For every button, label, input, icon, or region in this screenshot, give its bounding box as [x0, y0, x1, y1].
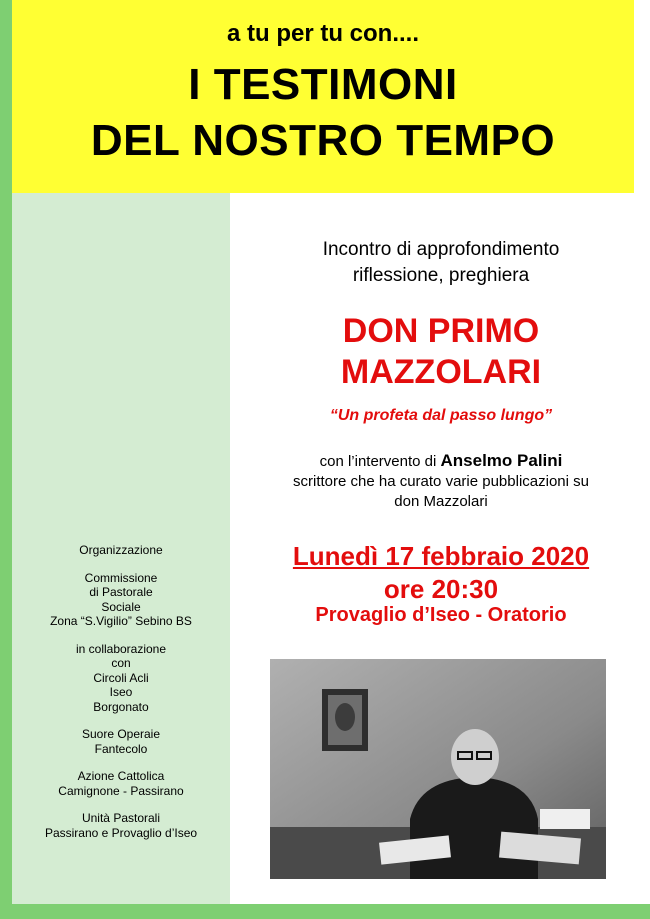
pretitle: a tu per tu con.... [226, 20, 419, 47]
org-line: di Pastorale [89, 585, 153, 599]
org-line: Zona “S.Vigilio” Sebino BS [50, 614, 192, 628]
event-title [232, 311, 650, 393]
organizers-list [12, 543, 230, 853]
org-line: in collaborazione [75, 641, 167, 656]
speaker-info [232, 451, 650, 512]
collab-block [12, 642, 230, 715]
speaker-desc: don Mazzolari [394, 493, 488, 510]
title-line-1: I TESTIMONI [188, 60, 458, 109]
left-border [0, 0, 12, 919]
org-line: Azione Cattolica [77, 769, 165, 783]
speaker-prefix: con l’intervento di [319, 453, 441, 470]
parish-block [12, 811, 230, 840]
org-line: Camignone - Passirano [58, 783, 184, 798]
event-intro [232, 237, 650, 289]
header-banner [12, 0, 634, 193]
org-line: Commissione [84, 570, 158, 585]
event-subtitle: “Un profeta dal passo lungo” [329, 407, 553, 424]
title-line: DON PRIMO [342, 312, 540, 350]
bottom-border [0, 904, 650, 919]
event-time: ore 20:30 [383, 574, 499, 604]
org-line: Fantecolo [94, 741, 148, 756]
nuns-block [12, 727, 230, 756]
title-line: MAZZOLARI [340, 353, 542, 391]
event-place: Provaglio d’Iseo - Oratorio [315, 604, 567, 626]
org-line: Unità Pastorali [81, 811, 161, 825]
org-line: Passirano e Provaglio d’Iseo [44, 825, 198, 840]
org-line: Borgonato [93, 699, 149, 714]
commission-block [12, 571, 230, 629]
portrait-photo [270, 659, 606, 879]
catholic-action-block [12, 769, 230, 798]
speaker-line [232, 451, 650, 472]
org-line: Iseo [109, 685, 133, 699]
org-line: Suore Operaie [81, 727, 161, 741]
event-date: Lunedì 17 febbraio 2020 [292, 541, 590, 571]
intro-line: Incontro di approfondimento [322, 239, 560, 260]
org-line: Circoli Acli [93, 670, 149, 685]
title-line-2: DEL NOSTRO TEMPO [90, 116, 556, 165]
speaker-desc: scrittore che ha curato varie pubblicazioni su [293, 473, 589, 490]
org-line: Sociale [101, 599, 141, 614]
speaker-name: Anselmo Palini [440, 451, 563, 470]
intro-line: riflessione, preghiera [352, 265, 530, 286]
organizers-heading: Organizzazione [79, 543, 163, 557]
org-line: con [111, 656, 131, 670]
